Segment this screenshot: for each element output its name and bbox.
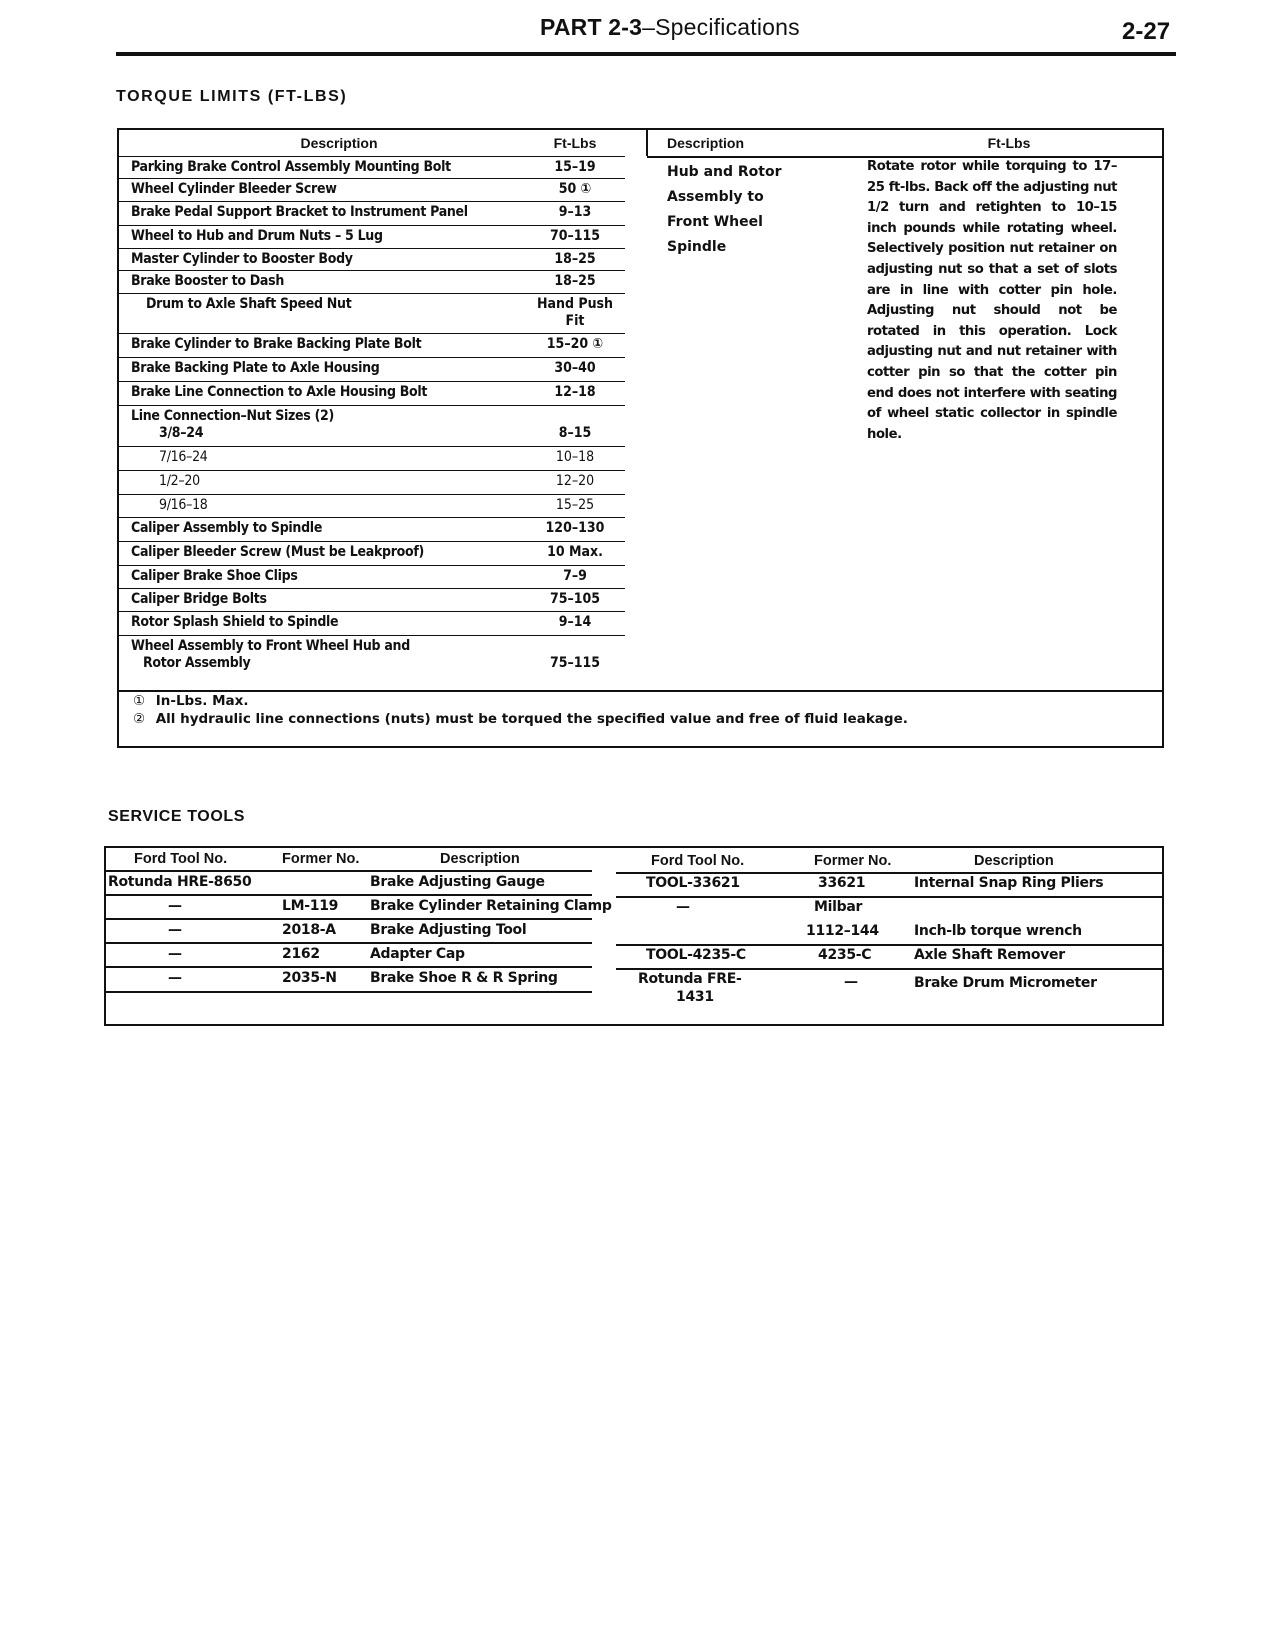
tool-right-row-rule [616, 944, 1164, 946]
torque-row [119, 225, 625, 249]
hub-rotor-line: Spindle [667, 239, 727, 255]
header-rule [116, 52, 1176, 56]
torque-right-header-description: Description [667, 135, 745, 151]
tools-header-former: Former No. [282, 851, 360, 867]
torque-row-value: 75–115 [549, 655, 601, 671]
torque-row-description: Caliper Bridge Bolts [131, 591, 267, 607]
tools-header-former-right: Former No. [814, 853, 892, 869]
tool-right-ford-continued: 1431 [676, 989, 714, 1005]
torque-row-description-continued: Rotor Assembly [143, 655, 251, 671]
torque-row-value-continued: Fit [565, 313, 585, 329]
torque-row-value: 30–40 [554, 360, 596, 376]
torque-row [119, 541, 625, 566]
torque-row-value: 15–25 [555, 497, 595, 513]
tools-header-rule-left [106, 870, 592, 872]
torque-header-description: Description [300, 135, 378, 151]
tools-section-title: SERVICE TOOLS [108, 808, 246, 825]
tool-right-ford: TOOL-33621 [646, 875, 740, 891]
part-subtitle: –Specifications [642, 14, 800, 40]
tool-right-ford: Rotunda FRE- [638, 971, 742, 987]
torque-row-description: 9/16–18 [159, 497, 208, 513]
torque-row-description: Wheel Assembly to Front Wheel Hub and [131, 638, 410, 654]
tool-left-former: 2162 [282, 946, 320, 962]
torque-row-value: 12–18 [554, 384, 596, 400]
torque-row-value: 75–105 [549, 591, 601, 607]
hub-rotor-line: Assembly to [667, 189, 764, 205]
tool-right-former-continued: 1112–144 [806, 923, 879, 939]
torque-row-value: 18–25 [554, 251, 596, 267]
torque-row-value: 9–14 [558, 614, 592, 630]
tools-header-ford-right: Ford Tool No. [651, 853, 745, 869]
tool-right-row-rule [616, 968, 1164, 970]
tool-left-former: 2018-A [282, 922, 336, 938]
torque-row [119, 635, 625, 676]
torque-row-description: Brake Cylinder to Brake Backing Plate Bolt [131, 336, 422, 352]
torque-row [119, 565, 625, 589]
tool-right-former: 4235-C [818, 947, 872, 963]
tools-header-description-right: Description [974, 853, 1054, 869]
hub-rotor-description [667, 160, 837, 260]
tool-left-ford: — [168, 898, 182, 914]
torque-row-description: Brake Pedal Support Bracket to Instrument Panel [131, 204, 468, 220]
tool-left-description: Brake Cylinder Retaining Clamp [370, 898, 612, 914]
torque-row-description: Master Cylinder to Booster Body [131, 251, 353, 267]
tools-header-description: Description [440, 851, 520, 867]
torque-row [119, 270, 625, 294]
torque-row-description: Wheel to Hub and Drum Nuts – 5 Lug [131, 228, 383, 244]
tools-header-rule-right [616, 872, 1164, 874]
torque-right-header-value: Ft-Lbs [987, 135, 1031, 151]
tools-header-ford: Ford Tool No. [134, 851, 228, 867]
service-tools-table [104, 846, 1164, 1026]
tool-left-row-rule [106, 918, 592, 920]
tool-right-former: 33621 [818, 875, 866, 891]
tools-top-rule [106, 846, 1164, 848]
torque-row [119, 470, 625, 495]
torque-row [119, 248, 625, 271]
torque-row-value: 10 Max. [547, 544, 603, 560]
torque-row [119, 293, 625, 334]
torque-row-description: 7/16–24 [159, 449, 208, 465]
tool-left-ford: — [168, 922, 182, 938]
torque-row-description: Caliper Bleeder Screw (Must be Leakproof) [131, 544, 425, 560]
torque-row-description-continued: 3/8–24 [159, 425, 204, 441]
page-header [540, 14, 800, 41]
page-number: 2-27 [1122, 18, 1171, 45]
torque-row-description: Parking Brake Control Assembly Mounting Bolt [131, 159, 451, 175]
torque-row-description: Brake Line Connection to Axle Housing Bolt [131, 384, 428, 400]
torque-row [119, 446, 625, 471]
footnote-text: All hydraulic line connections (nuts) must be torqued the specified value and free of fluid leakage. [155, 711, 908, 727]
footnote-text: In-Lbs. Max. [155, 693, 249, 709]
hub-rotor-procedure: Rotate rotor while torquing to 17–25 ft-lbs. Back off the adjusting nut 1/2 turn and retighten to 10–15 inch pounds while rotating wheel. Selectively position nut retainer on adjusting nut so that a set of slots are in line with cotter pin hole. Adjusting nut should not be rotated in this operation. Lock adjusting nut and nut retainer with cotter pin so that the cotter pin end does not interfere with seating of wheel static collector in spindle hole. [867, 159, 1117, 442]
tool-right-description: Internal Snap Ring Pliers [914, 875, 1104, 891]
tool-left-ford: — [168, 970, 182, 986]
torque-row-value: 15–20 ① [546, 336, 604, 352]
torque-row-value: 7–9 [563, 568, 587, 584]
torque-row [119, 517, 625, 542]
torque-row-description: Brake Booster to Dash [131, 273, 284, 289]
torque-row [119, 357, 625, 382]
torque-row [119, 156, 625, 179]
footnote-1 [133, 693, 248, 709]
torque-row-value: 8–15 [558, 425, 592, 441]
torque-row-description: 1/2–20 [159, 473, 200, 489]
footnote-mark: ① [133, 693, 146, 709]
tool-left-former: LM-119 [282, 898, 339, 914]
tool-right-former: Milbar [814, 899, 863, 915]
tool-left-row-rule [106, 991, 592, 993]
tool-left-description: Adapter Cap [370, 946, 465, 962]
tool-right-row-rule [616, 896, 1164, 898]
torque-row [119, 405, 625, 447]
torque-row [119, 333, 625, 358]
torque-row-value: 120–130 [545, 520, 605, 536]
torque-footer-rule [119, 690, 1162, 692]
torque-section-title: TORQUE LIMITS (FT-LBS) [116, 88, 348, 105]
tool-right-ford: TOOL-4235-C [646, 947, 746, 963]
torque-row-value: 70–115 [549, 228, 601, 244]
tool-left-former: 2035-N [282, 970, 337, 986]
torque-row-value: 50 ① [558, 181, 592, 197]
hub-rotor-line: Front Wheel [667, 214, 763, 230]
torque-row-value: 10–18 [555, 449, 595, 465]
torque-row [119, 588, 625, 612]
torque-row-description: Caliper Brake Shoe Clips [131, 568, 298, 584]
torque-row-value: 12–20 [555, 473, 595, 489]
tool-right-description: Axle Shaft Remover [914, 947, 1065, 963]
torque-row-description: Rotor Splash Shield to Spindle [131, 614, 339, 630]
torque-row-value: 9–13 [558, 204, 592, 220]
torque-limits-table [117, 128, 1164, 748]
torque-row-value: Hand Push [536, 296, 614, 312]
tool-left-description: Brake Adjusting Tool [370, 922, 527, 938]
tool-left-ford: — [168, 946, 182, 962]
tool-left-row-rule [106, 966, 592, 968]
torque-row-description: Drum to Axle Shaft Speed Nut [146, 296, 352, 312]
torque-row [119, 178, 625, 202]
torque-row-description: Brake Backing Plate to Axle Housing [131, 360, 380, 376]
hub-rotor-line: Hub and Rotor [667, 164, 782, 180]
torque-row [119, 201, 625, 226]
torque-row-description: Caliper Assembly to Spindle [131, 520, 323, 536]
footnote-mark: ② [133, 711, 146, 727]
torque-row [119, 611, 625, 636]
tool-left-description: Brake Shoe R & R Spring [370, 970, 558, 986]
torque-right-divider [646, 130, 648, 156]
tool-right-ford: — [676, 899, 690, 915]
tool-right-description: Inch-lb torque wrench [914, 923, 1082, 939]
tool-left-ford: Rotunda HRE-8650 [108, 874, 252, 890]
tool-left-row-rule [106, 894, 592, 896]
footnote-2 [133, 711, 908, 727]
torque-header-value: Ft-Lbs [553, 135, 597, 151]
torque-row [119, 494, 625, 518]
torque-row-value: 15–19 [554, 159, 596, 175]
torque-row-description: Line Connection–Nut Sizes (2) [131, 408, 334, 424]
tool-right-former: — [844, 974, 858, 990]
tool-right-description: Brake Drum Micrometer [914, 975, 1097, 991]
part-label: PART 2-3 [540, 14, 643, 40]
tool-left-description: Brake Adjusting Gauge [370, 874, 545, 890]
tool-left-row-rule [106, 942, 592, 944]
torque-row [119, 381, 625, 406]
torque-row-value: 18–25 [554, 273, 596, 289]
torque-row-description: Wheel Cylinder Bleeder Screw [131, 181, 337, 197]
